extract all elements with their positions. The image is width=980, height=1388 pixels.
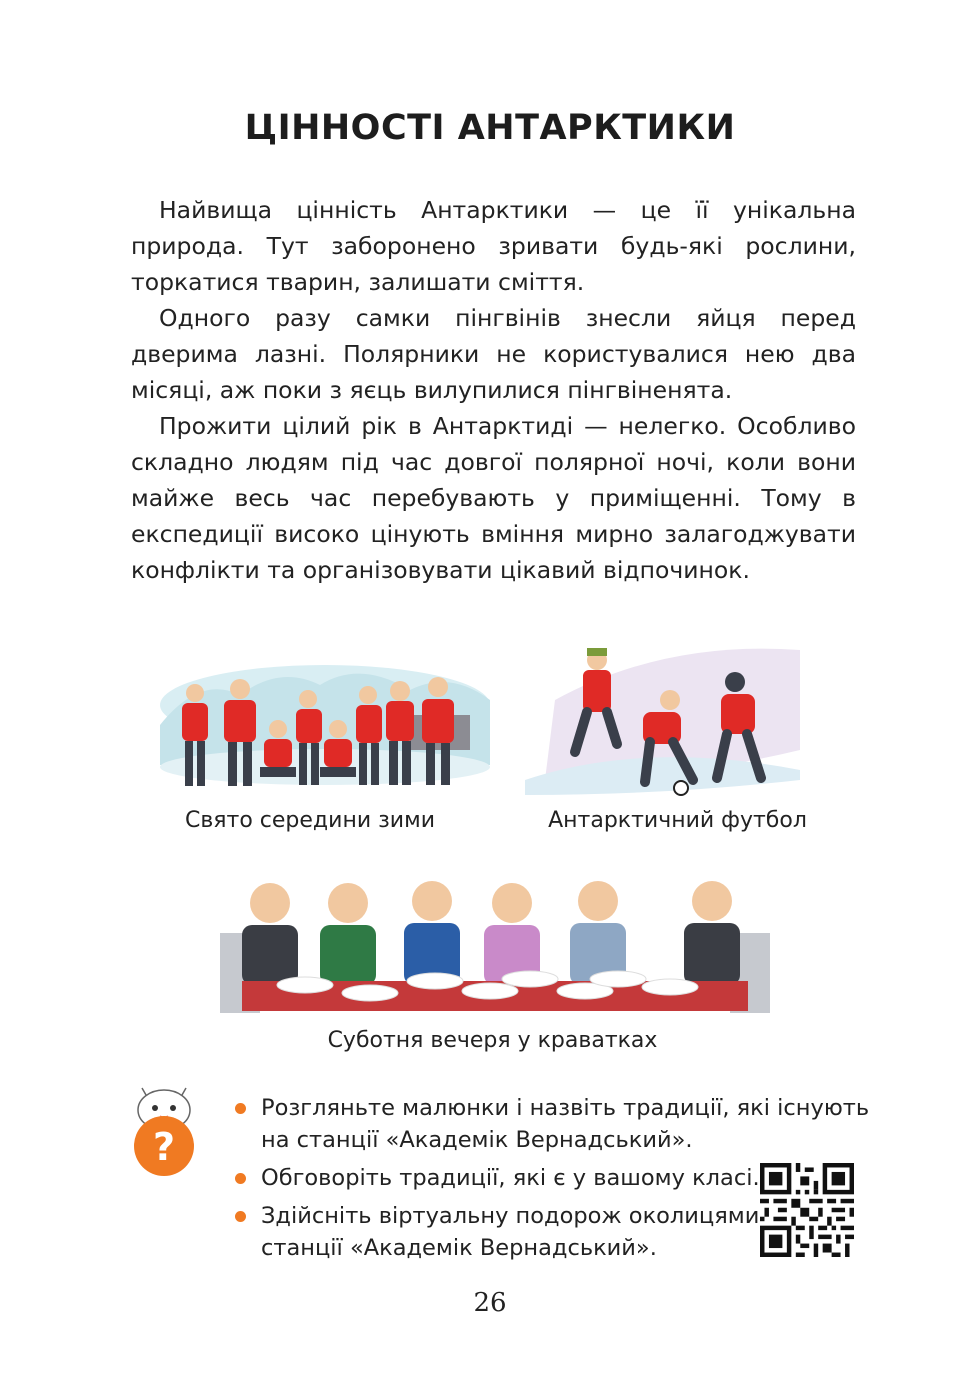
qr-code-icon[interactable]: [760, 1163, 854, 1257]
winter-holiday-illustration: [160, 655, 490, 795]
question-item: Здійсніть віртуальну подорож околицями станції «Академік Вернадський».: [233, 1200, 766, 1264]
question-item: Розгляньте малюнки і назвіть традиції, які існують на станції «Академік Вернадський».: [233, 1092, 873, 1156]
paragraph-2: Одного разу самки пінгвінів знесли яйця перед дверима лазні. Полярники не користувалися нею два місяці, аж поки з яєць вилупилися пінгвіненята.: [131, 304, 856, 404]
ball-icon: [674, 781, 688, 795]
bullet-icon: [235, 1103, 246, 1114]
dinner-people: [242, 881, 740, 985]
caption-football: Антарктичний футбол: [548, 808, 807, 833]
page-number: 26: [473, 1288, 507, 1318]
paragraph-1: Найвища цінність Антарктики — це її унікальна природа. Тут заборонено зривати будь-які рослини, торкатися тварин, залишати сміття.: [131, 196, 856, 296]
paragraph-3: Прожити цілий рік в Антарктиді — нелегко. Особливо складно людям під час довгої полярної ночі, коли вони майже весь час перебувають у приміщенні. Тому в експедиції високо цінують вміння мирно залагоджувати конфлікти та організовувати цікавий відпочинок.: [131, 412, 856, 584]
question-item: Обговоріть традиції, які є у вашому класі.: [233, 1162, 766, 1194]
dinner-illustration: [220, 873, 770, 1018]
caption-dinner: Суботня вечеря у краватках: [327, 1028, 658, 1053]
cat-with-question-icon: [128, 1078, 200, 1178]
body-text: [131, 192, 856, 588]
question-mark: ?: [152, 1125, 176, 1169]
football-illustration: [525, 630, 800, 800]
bullet-icon: [235, 1173, 246, 1184]
caption-winter: Свято середини зими: [184, 808, 436, 833]
bullet-icon: [235, 1211, 246, 1222]
page-title: ЦІННОСТІ АНТАРКТИКИ: [244, 108, 736, 148]
